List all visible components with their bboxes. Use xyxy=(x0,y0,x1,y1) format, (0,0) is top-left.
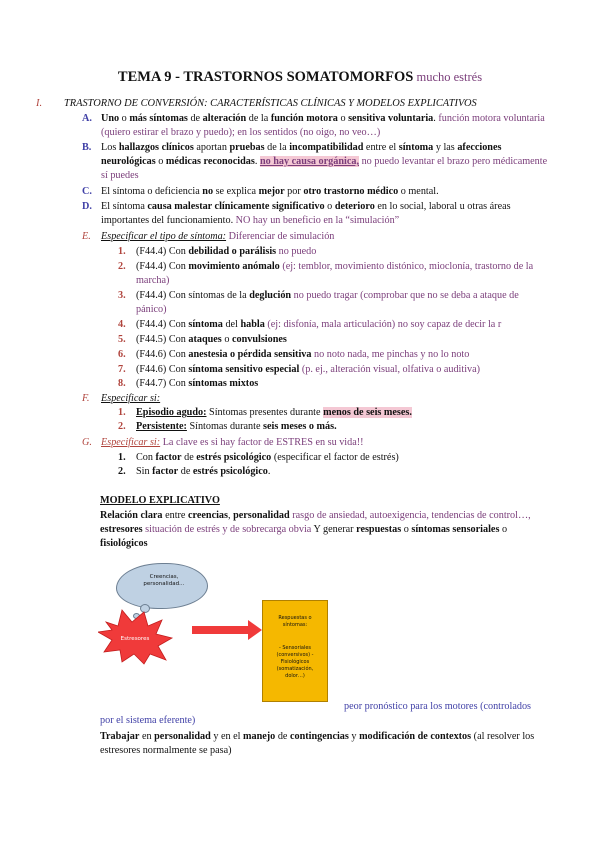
stressors-diagram xyxy=(98,606,268,666)
criterion-d: D. El síntoma causa malestar clínicamente significativo o deterioro en lo social, laboral u otras áreas importantes del funcionamiento. NO hay un beneficio en la “simulación” xyxy=(82,201,511,226)
symptom-item: 6. (F44.6) Con anestesia o pérdida sensitiva no noto nada, me pinchas y no lo noto xyxy=(118,349,470,360)
modelo-paragraph: Relación clara entre creencias, personalidad rasgo de ansiedad, autoexigencia, tendencias de control…, estresores situación de estrés y de sobrecarga obvia Y generar respuestas o síntomas sensoriales o fisiológicos xyxy=(100,510,531,549)
criterion-b: B. Los hallazgos clínicos aportan pruebas de la incompatibilidad entre el síntoma y las afecciones neurológicas o médicas reconocidas. no hay causa orgánica, no puedo levantar el brazo pero médicamente sí puedes xyxy=(82,142,548,181)
section-heading: I. TRASTORNO DE CONVERSIÓN: CARACTERÍSTICAS CLÍNICAS Y MODELOS EXPLICATIVOS xyxy=(36,98,477,109)
symptom-item: 1. (F44.4) Con debilidad o parálisis no puedo xyxy=(118,246,317,257)
burst-label: Estresores xyxy=(120,636,150,642)
responses-scroll: Respuestas o síntomas: - Sensoriales (conversivos) -Fisiológicos (somatización, dolor…) xyxy=(262,600,328,702)
criterion-a: A. Uno o más síntomas de alteración de la función motora o sensitiva voluntaria. función motora voluntaria (quiero estirar el brazo y puedo); en los sentidos (no oigo, no veo…) xyxy=(82,113,545,138)
criterion-c: C. El síntoma o deficiencia no se explica mejor por otro trastorno médico o mental. xyxy=(82,186,439,197)
stress-item: 2. Sin factor de estrés psicológico. xyxy=(118,466,271,477)
duration-item: 2. Persistente: Síntomas durante seis meses o más. xyxy=(118,421,337,432)
duration-item: 1. Episodio agudo: Síntomas presentes durante menos de seis meses. xyxy=(118,407,412,418)
page-title: TEMA 9 - TRASTORNOS SOMATOMORFOS mucho estrés xyxy=(117,69,483,85)
symptom-item: 2. (F44.4) Con movimiento anómalo (ej: temblor, movimiento distónico, mioclonía, trastorno de la marcha) xyxy=(118,261,534,286)
stress-item: 1. Con factor de estrés psicológico (especificar el factor de estrés) xyxy=(118,452,399,463)
symptom-item: 5. (F44.5) Con ataques o convulsiones xyxy=(118,334,287,345)
prognosis-note: peor pronóstico para los motores (controlados xyxy=(344,701,532,712)
criterion-e: E. Especificar el tipo de síntoma: Diferenciar de simulación xyxy=(82,231,335,242)
beliefs-cloud: Creencias, personalidad… xyxy=(116,563,208,609)
prognosis-note-cont: por el sistema eferente) xyxy=(100,715,196,726)
symptom-item: 4. (F44.4) Con síntoma del habla (ej: disfonía, mala articulación) no soy capaz de decir la r xyxy=(118,319,502,330)
modelo-heading: MODELO EXPLICATIVO xyxy=(100,495,220,506)
flow-arrow xyxy=(192,620,262,640)
symptom-item: 8. (F44.7) Con síntomas mixtos xyxy=(118,378,259,389)
symptom-item: 7. (F44.6) Con síntoma sensitivo especial (p. ej., alteración visual, olfativa o auditiva) xyxy=(118,364,481,375)
criterion-g: G. Especificar si: La clave es si hay factor de ESTRES en su vida!! xyxy=(82,437,364,448)
symptom-item: 3. (F44.4) Con síntomas de la deglución no puedo tragar (comprobar que no se deba a ataque de pánico) xyxy=(118,290,519,315)
final-paragraph: Trabajar en personalidad y en el manejo de contingencias y modificación de contextos (al resolver los estresores normalmente se pasa) xyxy=(100,731,535,756)
criterion-f: F. Especificar si: xyxy=(82,393,161,404)
